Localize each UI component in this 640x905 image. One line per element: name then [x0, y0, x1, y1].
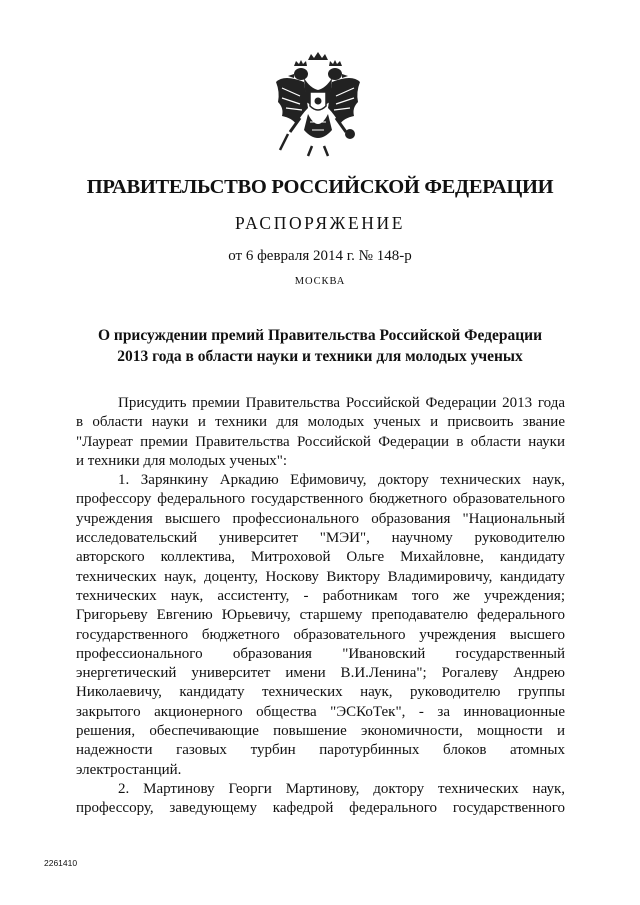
text-line: профессору, заведующему кафедрой федерального государственного: [76, 800, 565, 817]
date-number-line: от 6 февраля 2014 г. № 148-р: [228, 248, 412, 264]
title-line-1: О присуждении премий Правительства Российской Федерации: [97, 327, 543, 344]
text-line: исследовательский университет "МЭИ", научному руководителю: [76, 530, 565, 547]
text-line: технических наук, доценту, Носкову Виктору Владимировичу, кандидату: [76, 568, 565, 585]
coat-of-arms-emblem: [270, 52, 366, 158]
text-line: "Лауреат премии Правительства Российской Федерации в области науки: [76, 433, 565, 450]
text-line: надежности газовых турбин паротурбинных блоков атомных: [76, 742, 565, 759]
document-type-heading: РАСПОРЯЖЕНИЕ: [234, 213, 406, 233]
title-line-2: 2013 года в области науки и техники для молодых ученых: [117, 348, 523, 365]
text-line: профессору федерального государственного бюджетного образовательного: [76, 491, 565, 508]
text-line: авторского коллектива, Митроховой Ольге Михайловне, кандидату: [76, 549, 565, 566]
text-line: технических наук, ассистенту, - работникам того же учреждения;: [76, 587, 565, 604]
text-line: профессионального образования "Ивановский государственный: [76, 645, 565, 662]
document-title: [0, 325, 640, 367]
text-line: электростанций.: [76, 761, 182, 778]
text-line: Григорьеву Евгению Юрьевичу, старшему преподавателю федерального: [76, 607, 565, 624]
document-body: [76, 394, 565, 819]
text-line: в области науки и техники для молодых ученых и присвоить звание: [76, 414, 565, 431]
text-line: Присудить премии Правительства Российской Федерации 2013 года: [118, 395, 565, 411]
organization-heading: ПРАВИТЕЛЬСТВО РОССИЙСКОЙ ФЕДЕРАЦИИ: [86, 176, 554, 198]
document-code: 2261410: [44, 858, 78, 868]
text-line: закрытого акционерного общества "ЭСКоТек", - за инновационные: [76, 703, 565, 720]
text-line: решения, обеспечивающие повышение экономичности, мощности и: [76, 723, 565, 740]
city-label: МОСКВА: [294, 276, 346, 287]
text-line: 2. Мартинову Георги Мартинову, доктору технических наук,: [118, 780, 565, 797]
text-line: Николаевичу, кандидату технических наук, руководителю группы: [76, 684, 565, 701]
item-1-paragraph: [76, 471, 565, 780]
item-2-paragraph: [76, 780, 565, 819]
text-line: энергетический университет имени В.И.Ленина"; Рогалеву Андрею: [76, 665, 565, 682]
text-line: и техники для молодых ученых":: [76, 452, 288, 469]
text-line: 1. Зарянкину Аркадию Ефимовичу, доктору технических наук,: [118, 472, 565, 489]
intro-paragraph: [76, 394, 565, 471]
text-line: учреждения высшего профессионального образования "Национальный: [76, 510, 565, 527]
text-line: государственного бюджетного образовательного учреждения высшего: [76, 626, 565, 643]
